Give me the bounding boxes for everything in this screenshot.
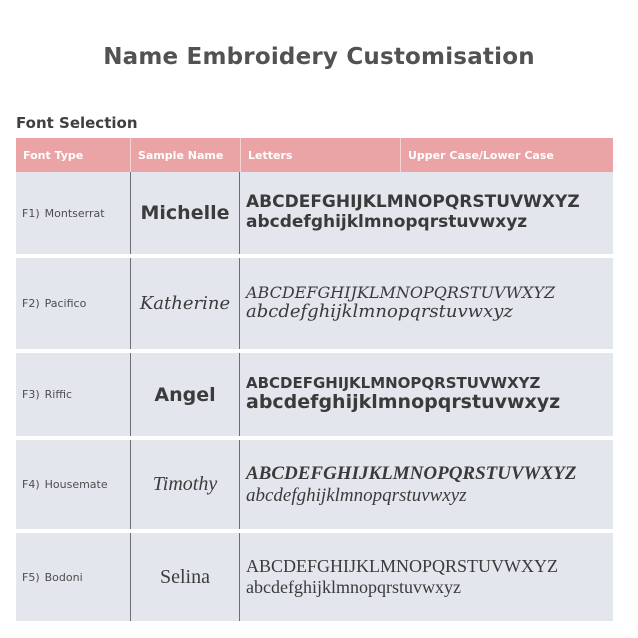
font-name: Bodoni — [44, 570, 83, 584]
letters-cell — [240, 533, 613, 621]
table-row — [16, 533, 613, 621]
font-name: Housemate — [44, 478, 108, 491]
sample-name-cell: Selina — [130, 533, 240, 621]
lowercase-letters: abcdefghijklmnopqrstuvwxyz — [246, 391, 561, 414]
uppercase-letters: ABCDEFGHIJKLMNOPQRSTUVWXYZ — [246, 556, 559, 577]
uppercase-letters: ABCDEFGHIJKLMNOPQRSTUVWXYZ — [246, 192, 580, 213]
uppercase-letters: ABCDEFGHIJKLMNOPQRSTUVWXYZ — [246, 373, 541, 392]
font-type-cell — [16, 258, 130, 349]
font-type-cell — [16, 533, 130, 621]
sample-name-cell: Timothy — [130, 440, 240, 529]
table-header — [16, 138, 613, 172]
section-heading: Font Selection — [16, 114, 138, 132]
font-number: F2) — [22, 297, 40, 310]
table-row — [16, 172, 613, 258]
table-row — [16, 353, 613, 440]
letters-cell — [240, 258, 613, 349]
font-number: F5) — [22, 570, 40, 584]
font-number: F1) — [22, 206, 40, 220]
table-row — [16, 440, 613, 533]
page-title: Name Embroidery Customisation — [103, 44, 535, 70]
sample-name-cell: Angel — [130, 353, 240, 436]
font-name: Pacifico — [44, 297, 87, 310]
font-name: Montserrat — [44, 206, 105, 220]
uppercase-letters: ABCDEFGHIJKLMNOPQRSTUVWXYZ — [246, 282, 556, 302]
font-type-cell — [16, 353, 130, 436]
font-number: F3) — [22, 388, 40, 401]
letters-cell — [240, 172, 613, 254]
column-header-sample-name: Sample Name — [130, 138, 240, 172]
font-type-cell — [16, 172, 130, 254]
sample-name-cell: Michelle — [130, 172, 240, 254]
lowercase-letters: abcdefghijklmnopqrstuvwxyz — [246, 577, 461, 597]
letters-cell — [240, 353, 613, 436]
lowercase-letters: abcdefghijklmnopqrstuvwxyz — [246, 301, 513, 323]
font-name: Riffic — [44, 388, 73, 401]
font-number: F4) — [22, 478, 40, 491]
column-header-font-type: Font Type — [23, 148, 84, 162]
column-header-letters: Letters — [240, 138, 400, 172]
lowercase-letters: abcdefghijklmnopqrstuvwxyz — [246, 212, 528, 232]
table-row — [16, 258, 613, 353]
font-type-cell — [16, 440, 130, 529]
letters-cell — [240, 440, 613, 529]
uppercase-letters: ABCDEFGHIJKLMNOPQRSTUVWXYZ — [246, 462, 577, 484]
font-table — [16, 138, 613, 621]
sample-name-cell: Katherine — [130, 258, 240, 349]
lowercase-letters: abcdefghijklmnopqrstuvwxyz — [246, 484, 467, 506]
column-header-case: Upper Case/Lower Case — [400, 138, 613, 172]
